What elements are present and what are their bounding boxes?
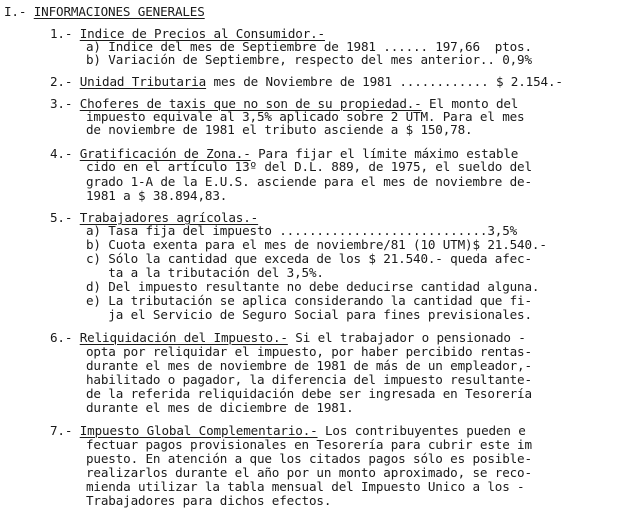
item-6-line-5: durante el mes de diciembre de 1981.	[86, 400, 354, 415]
item-2-header	[50, 75, 563, 89]
item-6-line-2: durante el mes de noviembre de 1981 de más de un empleador,-	[86, 358, 532, 373]
item-5-heading: Trabajadores agrícolas.-	[79, 210, 259, 225]
item-4-heading-rest: Para fijar el límite máximo estable	[250, 146, 519, 161]
item-7-header	[50, 424, 526, 438]
item-3-number: 3.-	[50, 96, 73, 111]
item-4-line-2: grado 1-A de la E.U.S. asciende para el mes de noviembre de-	[86, 174, 532, 189]
item-5-line-c-cont: ta a la tributación del 3,5%.	[86, 265, 324, 280]
item-7-number: 7.-	[50, 423, 73, 438]
item-2-heading: Unidad Tributaria	[79, 74, 207, 89]
item-7-heading: Impuesto Global Complementario.-	[79, 423, 318, 438]
item-6-number: 6.-	[50, 330, 73, 345]
item-6-heading: Reliquidación del Impuesto.-	[79, 330, 288, 345]
item-2-heading-rest: mes de Noviembre de 1981 ............ $ 2.154.-	[206, 74, 563, 89]
item-6-heading-rest: Si el trabajador o pensionado -	[287, 330, 526, 345]
item-1-line-a: a) Indice del mes de Septiembre de 1981 ...... 197,66 ptos.	[86, 39, 532, 54]
item-3-heading-rest: El monto del	[421, 96, 519, 111]
item-5-line-a: a) Tasa fija del impuesto ............................3,5%	[86, 223, 518, 238]
item-4-line-1: cido en el artículo 13º del D.L. 889, de 1975, el sueldo del	[86, 159, 532, 174]
item-1-heading: Indice de Precios al Consumidor.-	[79, 26, 325, 41]
section-header	[4, 5, 205, 19]
item-3-line-1: impuesto equivale al 3,5% aplicado sobre 2 UTM. Para el mes	[86, 109, 525, 124]
item-5-line-c: c) Sólo la cantidad que exceda de los $ 21.540.- queda afec-	[86, 251, 532, 266]
item-6-line-3: habilitado o pagador, la diferencia del impuesto resultante-	[86, 372, 532, 387]
item-5-line-d: d) Del impuesto resultante no debe deducirse cantidad alguna.	[86, 279, 540, 294]
item-1-line-b: b) Variación de Septiembre, respecto del mes anterior.. 0,9%	[86, 52, 532, 67]
item-2-number: 2.-	[50, 74, 73, 89]
item-1-number: 1.-	[50, 26, 73, 41]
item-7-line-3: realizarlos durante el año por un monto aproximado, se reco-	[86, 465, 532, 480]
item-6-header	[50, 331, 526, 345]
item-3-heading: Choferes de taxis que no son de su propiedad.-	[79, 96, 422, 111]
item-5-number: 5.-	[50, 210, 73, 225]
item-4-number: 4.-	[50, 146, 73, 161]
item-7-line-1: fectuar pagos provisionales en Tesorería para cubrir este im	[86, 437, 532, 452]
item-7-line-2: puesto. En atención a que los citados pagos sólo es posible-	[86, 451, 532, 466]
item-6-line-1: opta por reliquidar el impuesto, por haber percibido rentas-	[86, 344, 532, 359]
item-5-line-b: b) Cuota exenta para el mes de noviembre/81 (10 UTM)$ 21.540.-	[86, 237, 547, 252]
item-7-line-4: mienda utilizar la tabla mensual del Impuesto Unico a los -	[86, 479, 525, 494]
item-4-line-3: 1981 a $ 38.894,83.	[86, 188, 228, 203]
item-4-heading: Gratificación de Zona.-	[79, 146, 251, 161]
item-7-line-5: Trabajadores para dichos efectos.	[86, 493, 332, 508]
section-number: I.-	[4, 4, 27, 19]
item-7-heading-rest: Los contribuyentes pueden e	[317, 423, 526, 438]
section-title: INFORMACIONES GENERALES	[33, 4, 205, 19]
item-5-line-e: e) La tributación se aplica considerando la cantidad que fi-	[86, 293, 532, 308]
item-3-line-2: de noviembre de 1981 el tributo asciende a $ 150,78.	[86, 122, 473, 137]
item-6-line-4: de la referida reliquidación debe ser ingresada en Tesorería	[86, 386, 532, 401]
item-5-line-e-cont: ja el Servicio de Seguro Social para fines previsionales.	[86, 307, 532, 322]
